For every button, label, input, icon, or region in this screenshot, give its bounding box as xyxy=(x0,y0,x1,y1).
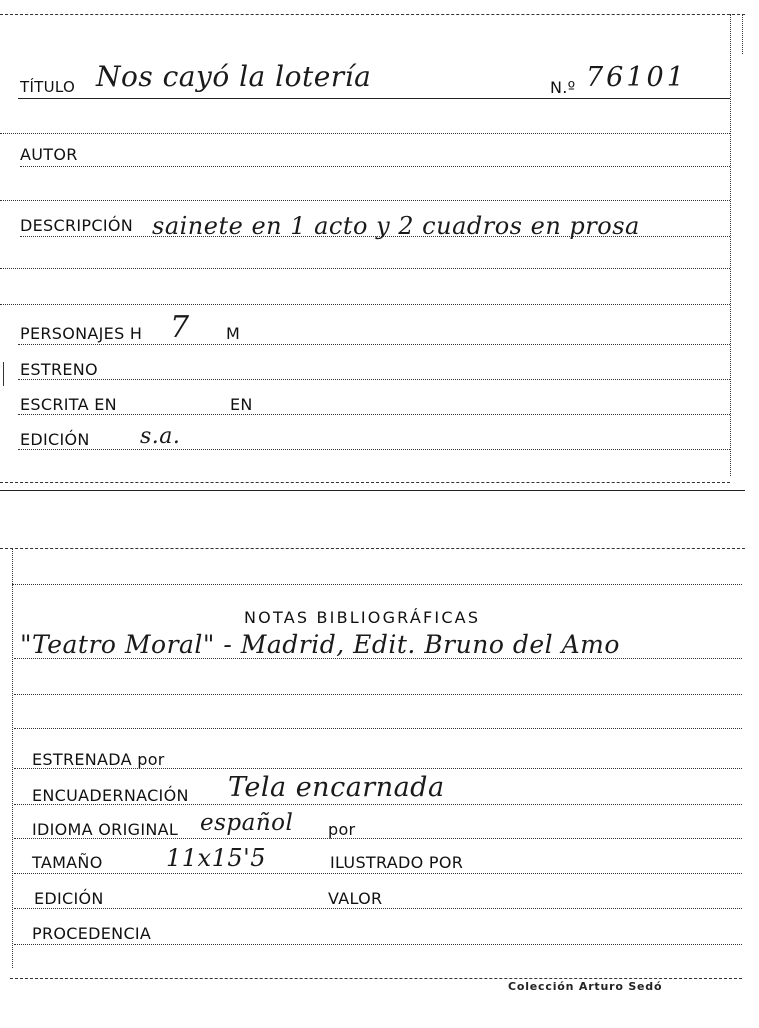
escrita-en-second-label: EN xyxy=(230,395,253,414)
valor-label: VALOR xyxy=(328,889,383,908)
card-right-edge xyxy=(730,14,731,476)
ruled-line xyxy=(14,728,742,729)
personajes-label: PERSONAJES H xyxy=(20,324,143,343)
estrenada-label: ESTRENADA por xyxy=(32,750,165,769)
numero-value: 76101 xyxy=(586,62,687,93)
card-corner-mark xyxy=(742,14,743,54)
ruled-line xyxy=(0,200,730,201)
card-left-mark xyxy=(3,362,4,386)
descripcion-line xyxy=(20,236,730,237)
catalog-card-top xyxy=(0,0,759,492)
escrita-en-label: ESCRITA EN xyxy=(20,395,117,414)
descripcion-value: sainete en 1 acto y 2 cuadros en prosa xyxy=(152,212,640,240)
card-bottom-edge xyxy=(0,482,730,483)
titulo-value: Nos cayó la lotería xyxy=(96,60,372,93)
tamano-line xyxy=(14,873,742,874)
encuadernacion-label: ENCUADERNACIÓN xyxy=(32,786,189,805)
ruled-line xyxy=(0,133,730,134)
edicion-value: s.a. xyxy=(140,424,181,449)
ruled-line xyxy=(0,304,730,305)
ruled-line xyxy=(0,268,730,269)
estreno-label: ESTRENO xyxy=(20,360,98,379)
ruled-line xyxy=(14,694,742,695)
card-left-edge xyxy=(12,548,13,968)
card-separator xyxy=(0,490,745,491)
descripcion-label: DESCRIPCIÓN xyxy=(20,216,133,235)
estrenada-line xyxy=(14,768,742,769)
encuadernacion-value: Tela encarnada xyxy=(228,772,445,803)
numero-label: N.º xyxy=(550,78,576,97)
por-label: por xyxy=(328,820,356,839)
procedencia-label: PROCEDENCIA xyxy=(32,924,152,943)
edicion-line xyxy=(18,449,730,450)
edicion-line xyxy=(14,908,742,909)
notas-line xyxy=(14,658,742,659)
autor-label: AUTOR xyxy=(20,145,78,164)
personajes-m-label: M xyxy=(226,324,241,343)
ilustrado-label: ILUSTRADO POR xyxy=(330,853,464,872)
coleccion-credit: Colección Arturo Sedó xyxy=(508,980,663,993)
autor-line xyxy=(20,166,730,167)
encuadernacion-line xyxy=(14,804,742,805)
edicion-label: EDICIÓN xyxy=(20,430,90,449)
card-top-edge xyxy=(0,548,745,549)
estreno-line xyxy=(18,379,730,380)
escrita-en-line xyxy=(18,414,730,415)
catalog-card-bottom xyxy=(0,540,759,1028)
tamano-label: TAMAÑO xyxy=(32,853,103,872)
notas-heading: NOTAS BIBLIOGRÁFICAS xyxy=(244,608,481,627)
idioma-value: español xyxy=(200,810,294,836)
card-top-edge xyxy=(0,14,745,15)
titulo-underline xyxy=(18,98,730,99)
edicion-label: EDICIÓN xyxy=(34,889,104,908)
ruled-line xyxy=(12,584,742,585)
personajes-line xyxy=(18,344,730,345)
procedencia-line xyxy=(14,944,742,945)
notas-value: "Teatro Moral" - Madrid, Edit. Bruno del Amo xyxy=(20,630,620,659)
personajes-h-value: 7 xyxy=(170,310,190,345)
idioma-line xyxy=(14,838,742,839)
titulo-label: TÍTULO xyxy=(20,78,76,96)
tamano-value: 11x15'5 xyxy=(166,844,266,872)
card-bottom-edge xyxy=(10,978,742,979)
idioma-label: IDIOMA ORIGINAL xyxy=(32,820,179,839)
